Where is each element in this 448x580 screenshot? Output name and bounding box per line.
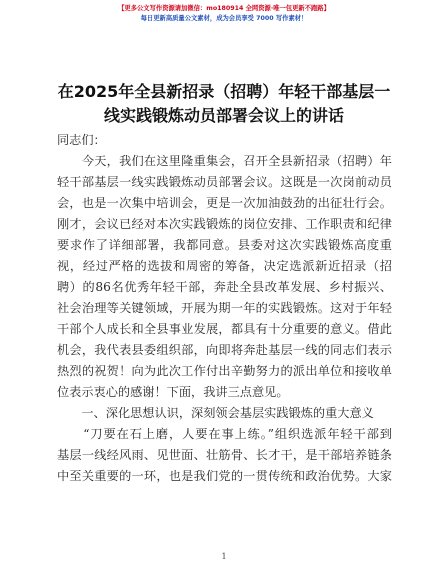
- paragraph-line: 轻干部基层一线实践锻炼动员部署会议。这既是一次岗前动员: [57, 175, 392, 189]
- paragraph-line: 中至关重要的一环，也是我们党的一贯传统和政治优势。大家: [57, 469, 392, 483]
- paragraph-line: 热烈的祝贺！向为此次工作付出辛勤努力的派出单位和接收单: [57, 364, 392, 378]
- paragraph-line: 要求作了详细部署，我都同意。县委对这次实践锻炼高度重: [57, 238, 392, 252]
- section-heading: 一、深化思想认识，深刻领会基层实践锻炼的重大意义: [57, 406, 374, 420]
- title-line: 在2025年全县新招录（招聘）年轻干部基层一: [57, 82, 391, 101]
- paragraph-line: 基层一线经风雨、见世面、壮筋骨、长才干，是干部培养链条: [57, 448, 392, 462]
- paragraph-line: 机会，我代表县委组织部，向即将奔赴基层一线的同志们表示: [57, 343, 392, 357]
- paragraph-line: 位表示衷心的感谢！下面，我讲三点意见。: [57, 385, 289, 399]
- salutation: 同志们：: [57, 133, 106, 147]
- paragraph-line: 今天，我们在这里隆重集会，召开全县新招录（招聘）年: [57, 154, 392, 168]
- promo-line-1: 【更多公文写作资源请加微信：mo180914 全网资源·唯一包更新不跑路】: [118, 5, 330, 12]
- page-number: 1: [221, 552, 227, 561]
- document-body: [57, 130, 392, 487]
- paragraph-line: 视，经过严格的选拔和周密的筹备，决定选派新近招录（招: [57, 259, 392, 273]
- promo-banner: [0, 4, 448, 24]
- promo-line-2: 每日更新高质量公文素材，成为会员享受 7000 写作素材！: [140, 15, 308, 22]
- paragraph-line: “刀要在石上磨，人要在事上练。”组织选派年轻干部到: [57, 427, 392, 441]
- paragraph-line: 干部个人成长和全县事业发展，都具有十分重要的意义。借此: [57, 322, 392, 336]
- document-title: [52, 80, 396, 128]
- paragraph-line: 社会治理等关键领域，开展为期一年的实践锻炼。这对于年轻: [57, 301, 392, 315]
- paragraph-line: 聘）的86名优秀年轻干部，奔赴全县改革发展、乡村振兴、: [57, 280, 392, 294]
- title-line: 线实践锻炼动员部署会议上的讲话: [103, 106, 344, 125]
- paragraph-line: 会，也是一次集中培训会，更是一次加油鼓劲的出征壮行会。: [57, 196, 392, 210]
- paragraph-line: 刚才，会议已经对本次实践锻炼的岗位安排、工作职责和纪律: [57, 217, 392, 231]
